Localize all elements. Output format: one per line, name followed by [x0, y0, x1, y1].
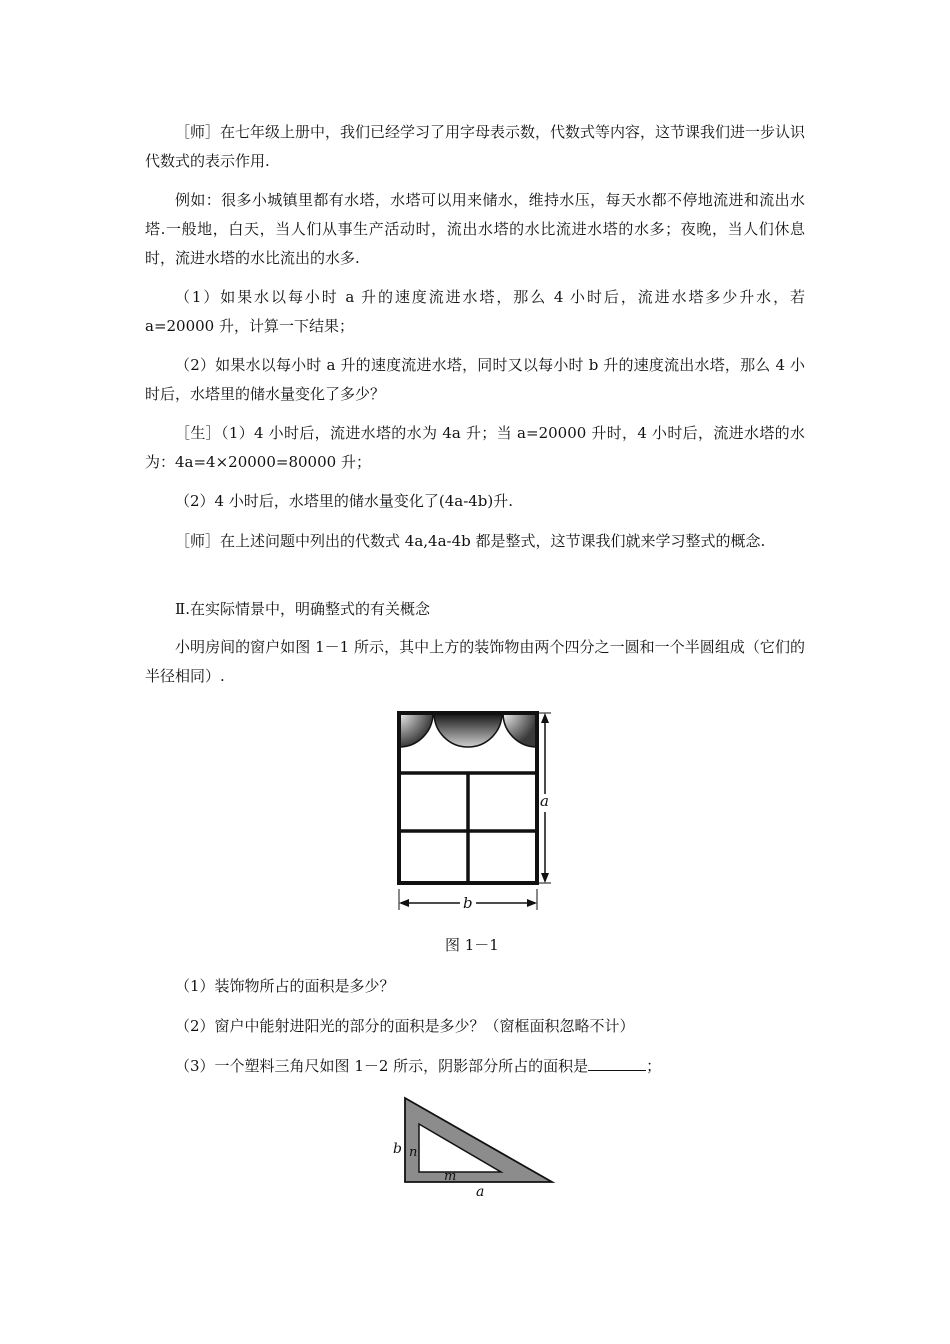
- question-2: （2）窗户中能射进阳光的部分的面积是多少？（窗框面积忽略不计）: [175, 1017, 635, 1035]
- question-1: （1）装饰物所占的面积是多少？: [175, 977, 395, 995]
- answer-blank: [588, 1056, 646, 1071]
- question-3-end: ；: [646, 1057, 662, 1075]
- triangle-label-m: m: [444, 1169, 457, 1184]
- paragraph-teacher-intro: ［师］在七年级上册中，我们已经学习了用字母表示数，代数式等内容，这节课我们进一步认识代数式的表示作用.: [145, 123, 806, 170]
- figure-1-caption: 图 1－1: [445, 936, 499, 954]
- paragraph-student-answer-1: ［生］（1）4 小时后，流进水塔的水为 4a 升；当 a=20000 升时，4 小时后，流进水塔的水为：4a=4×20000=80000 升；: [145, 424, 805, 471]
- paragraph-student-answer-2: （2）4 小时后，水塔里的储水量变化了(4a-4b)升.: [175, 492, 514, 510]
- window-label-a: a: [540, 792, 549, 810]
- decoration-band: [399, 713, 537, 773]
- paragraph-teacher-summary: ［师］在上述问题中列出的代数式 4a,4a-4b 都是整式，这节课我们就来学习整式的概念.: [175, 532, 766, 550]
- paragraph-water-tower-example: 例如：很多小城镇里都有水塔，水塔可以用来储水，维持水压，每天水都不停地流进和流出水塔.一般地，白天，当人们从事生产活动时，流出水塔的水比流进水塔的水多；夜晚，当人们休息时，流进水塔的水比流出的水多.: [145, 191, 805, 267]
- window-figure: [392, 706, 562, 916]
- question-3: [175, 1056, 661, 1076]
- triangle-label-n: n: [409, 1145, 418, 1160]
- triangle-label-a: a: [476, 1184, 485, 1200]
- paragraph-question-2: （2）如果水以每小时 a 升的速度流进水塔，同时又以每小时 b 升的速度流出水塔，那么 4 小时后，水塔里的储水量变化了多少？: [145, 356, 805, 403]
- triangle-ruler-figure: [390, 1095, 560, 1200]
- triangle-label-b: b: [393, 1141, 402, 1157]
- section-heading-ii: Ⅱ.在实际情景中，明确整式的有关概念: [175, 600, 430, 618]
- question-3-text: （3）一个塑料三角尺如图 1－2 所示，阴影部分所占的面积是: [175, 1057, 589, 1075]
- window-label-b: b: [463, 894, 473, 912]
- paragraph-question-1: （1）如果水以每小时 a 升的速度流进水塔，那么 4 小时后，流进水塔多少升水，若 a=20000 升，计算一下结果；: [145, 288, 805, 335]
- paragraph-window-description: 小明房间的窗户如图 1－1 所示，其中上方的装饰物由两个四分之一圆和一个半圆组成（它们的半径相同）.: [145, 638, 805, 685]
